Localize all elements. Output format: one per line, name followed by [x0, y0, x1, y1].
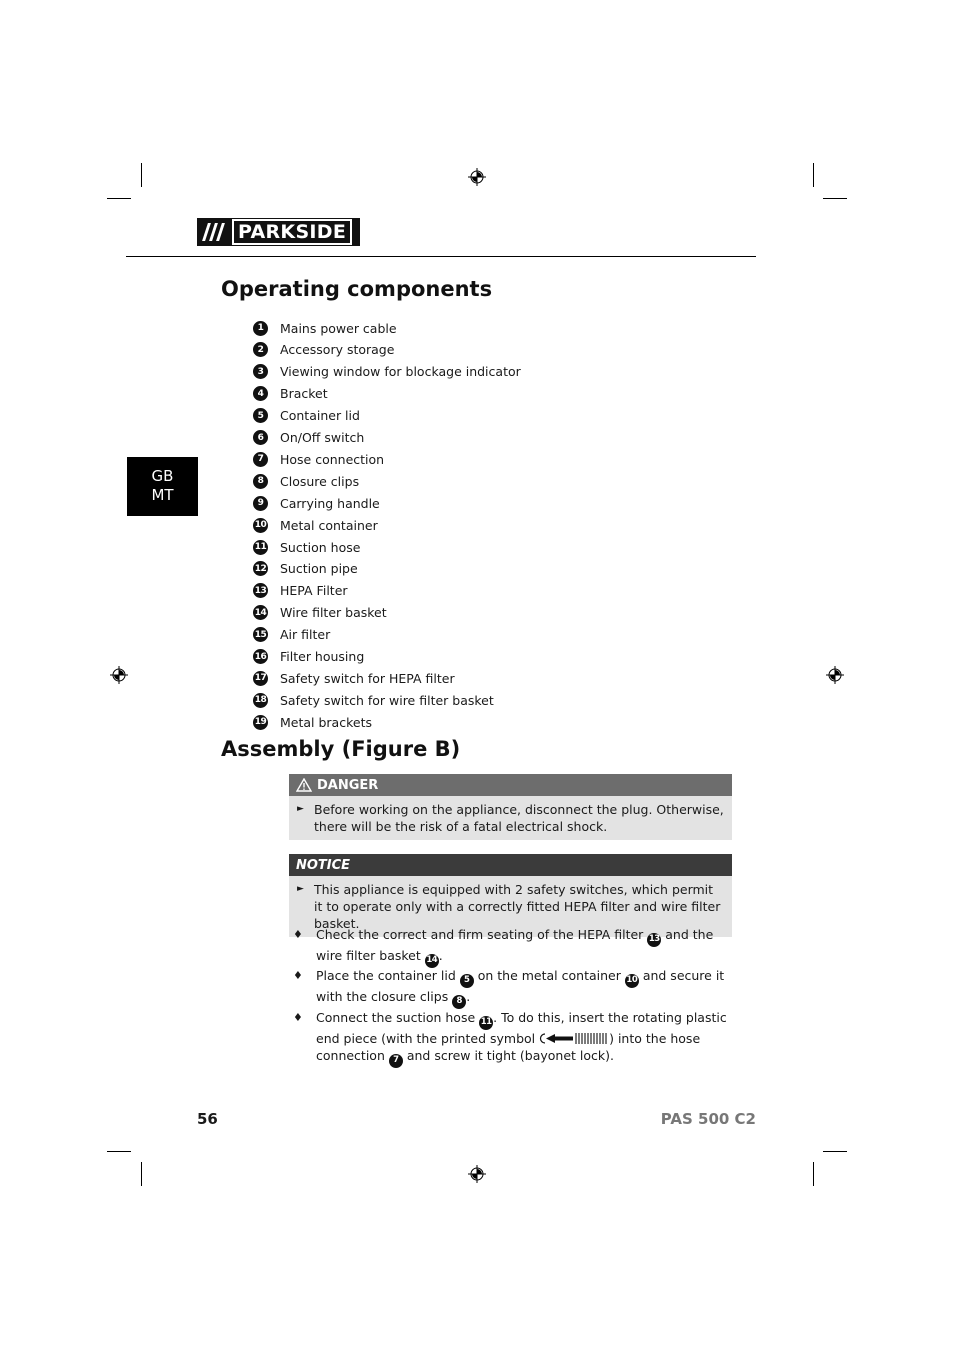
step-text-part: Check the correct and firm seating of the HEPA filter — [316, 927, 648, 942]
step-text-part: Place the container lid — [316, 968, 460, 983]
logo-wordmark: PARKSIDE — [232, 219, 352, 245]
header-rule — [126, 256, 756, 257]
page-number: 56 — [197, 1110, 218, 1128]
ref-number-badge: 14 — [425, 954, 439, 968]
item-label: Hose connection — [280, 451, 385, 467]
item-number-badge: 12 — [253, 561, 268, 576]
item-label: Closure clips — [280, 473, 360, 489]
item-label: Bracket — [280, 386, 328, 402]
list-item — [253, 559, 358, 579]
item-label: Container lid — [280, 408, 360, 424]
list-item — [253, 712, 372, 732]
registration-mark-icon — [468, 168, 486, 186]
step-text-part: . — [466, 988, 471, 1004]
registration-mark-icon — [110, 666, 128, 684]
step-text-part: Connect the suction hose — [316, 1010, 480, 1025]
list-item — [253, 647, 364, 667]
crop-mark — [823, 198, 847, 199]
section-title-operating-components: Operating components — [221, 277, 493, 301]
step-text-part: . To do this, insert the rotating plastic end piece (with the printed symbol — [316, 1010, 727, 1046]
ref-number-badge: 8 — [452, 995, 466, 1009]
list-item — [253, 625, 330, 645]
step-text — [316, 926, 733, 968]
notice-heading — [289, 854, 732, 876]
crop-mark — [141, 163, 142, 187]
model-name: PAS 500 C2 — [660, 1110, 756, 1128]
warning-triangle-icon — [296, 778, 312, 792]
item-label: Carrying handle — [280, 495, 380, 511]
crop-mark — [813, 163, 814, 187]
diamond-bullet-icon: ♦ — [293, 928, 303, 941]
notice-label: NOTICE — [296, 857, 351, 873]
step-text — [316, 967, 733, 1009]
item-label: Wire filter basket — [280, 605, 387, 621]
list-item — [253, 362, 521, 382]
item-number-badge: 3 — [253, 364, 268, 379]
item-label: Viewing window for blockage indicator — [280, 364, 521, 380]
diamond-bullet-icon: ♦ — [293, 1011, 303, 1024]
item-label: Suction hose — [280, 539, 361, 555]
list-item — [253, 428, 364, 448]
item-label: Air filter — [280, 627, 331, 643]
step-text-part: . — [438, 947, 443, 963]
registration-mark-icon — [468, 1165, 486, 1183]
item-number-badge: 8 — [253, 474, 268, 489]
item-label: Mains power cable — [280, 320, 397, 336]
ref-number-badge: 10 — [625, 974, 639, 988]
danger-text: Before working on the appliance, disconnect the plug. Otherwise, there will be the risk of a fatal electrical shock. — [314, 802, 724, 834]
item-label: Metal container — [280, 517, 378, 533]
item-number-badge: 10 — [253, 518, 268, 533]
language-code-gb: GB — [151, 467, 174, 485]
item-label: On/Off switch — [280, 430, 365, 445]
item-number-badge: 6 — [253, 430, 268, 445]
notice-box — [289, 854, 732, 937]
ref-number-badge: 7 — [389, 1054, 403, 1068]
item-number-badge: 11 — [253, 540, 268, 555]
step-text-part: and screw it tight (bayonet lock). — [402, 1048, 614, 1064]
item-label: Suction pipe — [280, 561, 358, 577]
item-number-badge: 17 — [253, 671, 268, 686]
crop-mark — [141, 1162, 142, 1186]
list-item — [253, 384, 328, 404]
section-title-assembly: Assembly (Figure B) — [221, 737, 461, 761]
list-item — [253, 581, 348, 601]
item-number-badge: 7 — [253, 452, 268, 467]
item-number-badge: 2 — [253, 342, 268, 357]
list-item — [253, 318, 397, 338]
registration-mark-icon — [826, 666, 844, 684]
item-label: Filter housing — [280, 649, 365, 664]
danger-label: DANGER — [317, 777, 379, 793]
bullet-arrow-icon: ► — [297, 804, 304, 814]
item-label: Safety switch for HEPA filter — [280, 670, 455, 686]
assembly-step — [293, 926, 733, 968]
item-number-badge: 18 — [253, 693, 268, 708]
parkside-logo — [197, 218, 360, 246]
assembly-step — [293, 967, 733, 1009]
list-item — [253, 515, 378, 535]
list-item — [253, 690, 494, 710]
language-code-mt: MT — [151, 486, 174, 504]
assembly-step — [293, 1009, 733, 1068]
list-item — [253, 449, 384, 469]
hose-bayonet-symbol-icon — [539, 1032, 609, 1045]
danger-heading — [289, 774, 732, 796]
list-item — [253, 340, 394, 360]
diamond-bullet-icon: ♦ — [293, 969, 303, 982]
list-item — [253, 603, 387, 623]
item-number-badge: 9 — [253, 496, 268, 511]
item-number-badge: 5 — [253, 408, 268, 423]
item-label: Accessory storage — [280, 342, 395, 358]
item-label: Metal brackets — [280, 714, 372, 730]
ref-number-badge: 13 — [647, 933, 661, 947]
step-text-part: on the metal container — [473, 968, 625, 983]
step-text-part: ) into the hose connection — [316, 1030, 701, 1064]
list-item — [253, 537, 360, 557]
bullet-arrow-icon: ► — [297, 884, 304, 894]
item-number-badge: 19 — [253, 715, 268, 730]
notice-text: This appliance is equipped with 2 safety switches, which permit it to operate only with a correctly fitted HEPA filter and wire filter basket. — [314, 882, 721, 931]
item-number-badge: 15 — [253, 627, 268, 642]
crop-mark — [107, 1151, 131, 1152]
crop-mark — [107, 198, 131, 199]
item-number-badge: 1 — [253, 321, 268, 336]
item-label: Safety switch for wire filter basket — [280, 692, 494, 708]
crop-mark — [823, 1151, 847, 1152]
item-label: HEPA Filter — [280, 583, 348, 599]
crop-mark — [813, 1162, 814, 1186]
danger-body — [289, 796, 732, 840]
list-item — [253, 668, 455, 688]
list-item — [253, 471, 359, 491]
list-item — [253, 493, 380, 513]
language-tab — [127, 457, 198, 516]
step-text-part: and the wire filter basket — [316, 927, 714, 963]
ref-number-badge: 5 — [460, 974, 474, 988]
danger-box — [289, 774, 732, 840]
step-text-part: and secure it with the closure clips — [316, 968, 725, 1004]
item-number-badge: 13 — [253, 583, 268, 598]
list-item — [253, 406, 360, 426]
item-number-badge: 16 — [253, 649, 268, 664]
ref-number-badge: 11 — [479, 1016, 493, 1030]
step-text — [316, 1009, 733, 1068]
item-number-badge: 4 — [253, 386, 268, 401]
item-number-badge: 14 — [253, 605, 268, 620]
logo-slashes-icon — [197, 218, 227, 246]
